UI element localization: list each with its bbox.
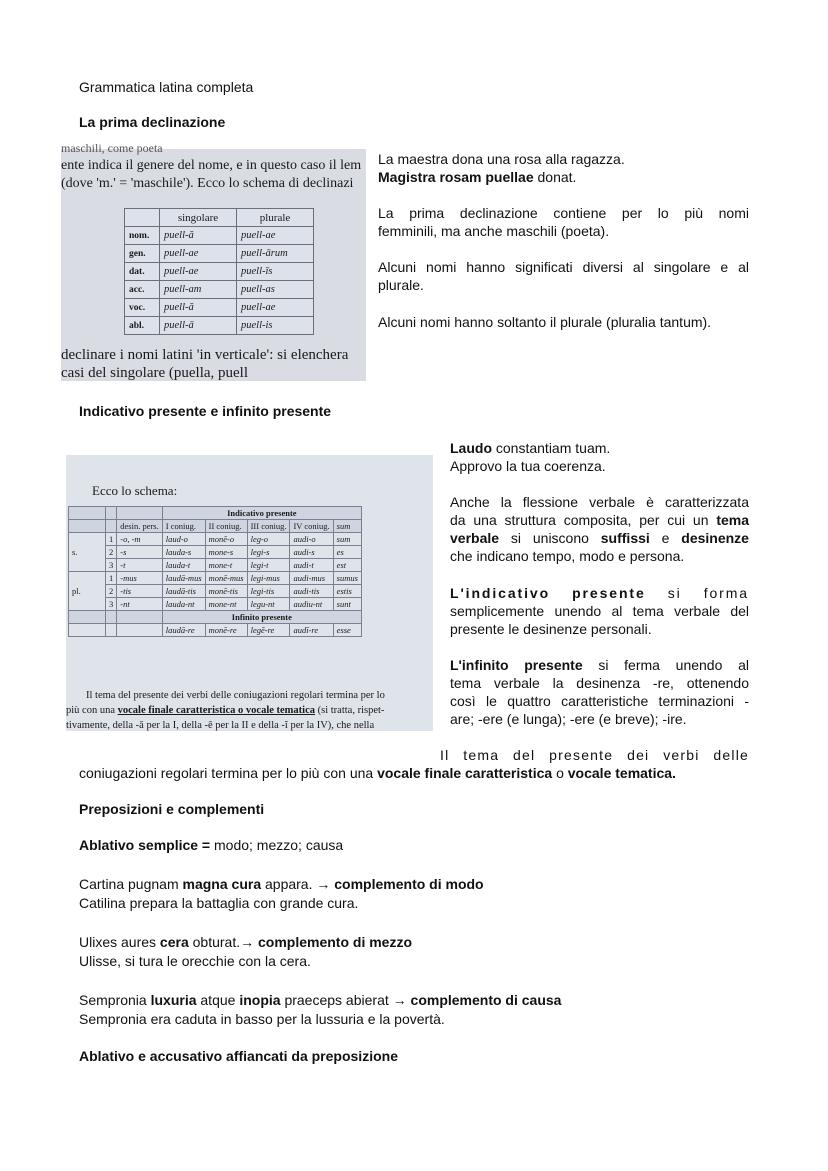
paragraph-line: Il tema del presente dei verbi delle <box>440 747 749 763</box>
table-row: s. 1 -o, -m laud-o monĕ-o leg-o audi-o sum <box>69 533 362 546</box>
table-row: nom. puell-ă puell-ae <box>125 227 314 245</box>
paragraph-line: semplicemente unendo al tema verbale del <box>450 603 749 619</box>
example-italian: Catilina prepara la battaglia con grande cura. <box>79 895 359 911</box>
photo-text-line: Ecco lo schema: <box>92 483 178 498</box>
example-italian: Ulisse, si tura le orecchie con la cera. <box>79 953 311 969</box>
example-latin: Cartina pugnam magna cura appara. → complemento di modo <box>79 876 484 892</box>
section-heading-ablativo-accusativo: Ablativo e accusativo affiancati da preposizione <box>79 1048 398 1064</box>
photo-text-line: maschili, come poeta <box>61 141 163 155</box>
document-title: Grammatica latina completa <box>79 79 254 95</box>
table-row: 3 -nt lauda-nt mone-nt legu-nt audiu-nt sunt <box>69 598 362 611</box>
example-italian: Approvo la tua coerenza. <box>450 458 606 474</box>
table-row: 3 -t lauda-t mone-t legi-t audi-t est <box>69 559 362 572</box>
declension-table <box>124 208 314 335</box>
paragraph-line: da una struttura composita, per cui un tema <box>450 512 749 528</box>
paragraph-line: così le quattro caratteristiche terminazioni - <box>450 693 749 709</box>
column-header: sum <box>333 520 361 533</box>
column-header: desin. pers. <box>117 520 162 533</box>
table-row: 2 -tis laudā-tis monē-tis legi-tis audi-tis estis <box>69 585 362 598</box>
paragraph-line: presente le desinenze personali. <box>450 621 652 637</box>
paragraph-line: verbale si uniscono suffissi e desinenze <box>450 530 749 546</box>
table-row: abl. puell-ā puell-is <box>125 317 314 335</box>
photo-text-line: declinare i nomi latini 'in verticale': si elenchera <box>61 347 349 363</box>
photo-text-line: casi del singolare (puella, puell <box>61 365 249 381</box>
example-latin: Sempronia luxuria atque inopia praeceps abierat → complemento di causa <box>79 992 562 1008</box>
conjugation-table <box>68 506 362 637</box>
table-row: gen. puell-ae puell-ārum <box>125 245 314 263</box>
table-row: 2 -s lauda-s mone-s legi-s audi-s es <box>69 546 362 559</box>
row-group-label: s. <box>69 533 106 572</box>
paragraph-line: La prima declinazione contiene per lo più nomi <box>378 205 749 221</box>
table-row: laudā-re monē-re legĕ-re audī-re esse <box>69 624 362 637</box>
column-header: II coniug. <box>205 520 247 533</box>
table-title: Infinito presente <box>162 611 361 624</box>
paragraph-line: femminili, ma anche maschili (poeta). <box>378 223 610 239</box>
photo-text-line: tivamente, della -ā per la I, della -ē per la II e della -ĭ per la IV), che nella <box>66 720 375 731</box>
ablativo-semplice-line: Ablativo semplice = modo; mezzo; causa <box>79 837 344 853</box>
table-row: voc. puell-ă puell-ae <box>125 299 314 317</box>
column-header-plurale: plurale <box>237 209 314 227</box>
photo-text-line: (dove 'm.' = 'maschile'). Ecco lo schema di declinazi <box>61 176 354 191</box>
example-latin: Ulixes aures cera obturat.→ complemento di mezzo <box>79 934 413 950</box>
row-group-label: pl. <box>69 572 106 611</box>
column-header: I coniug. <box>162 520 205 533</box>
column-header: IV coniug. <box>290 520 333 533</box>
column-header: III coniug. <box>247 520 290 533</box>
paragraph-line: coniugazioni regolari termina per lo più con una vocale finale caratteristica o vocale tematica. <box>79 765 676 781</box>
paragraph-line: L'indicativo presente si forma <box>450 585 749 601</box>
paragraph-line: Anche la flessione verbale è caratterizzata <box>450 494 749 510</box>
paragraph-line: plurale. <box>378 277 424 293</box>
photo-text-line: ente indica il genere del nome, e in questo caso il lem <box>61 158 362 173</box>
photo-text-line: Il tema del presente dei verbi delle coniugazioni regolari termina per lo <box>86 690 385 701</box>
example-latin: Laudo constantiam tuam. <box>450 440 611 456</box>
paragraph-line: L'infinito presente si ferma unendo al <box>450 657 749 673</box>
paragraph-line: tema verbale la desinenza -re, ottenendo <box>450 675 749 691</box>
table-row: pl. 1 -mus laudā-mus monē-mus legi-mus audi-mus sumus <box>69 572 362 585</box>
section-heading-preposizioni: Preposizioni e complementi <box>79 801 265 817</box>
example-italian: La maestra dona una rosa alla ragazza. <box>378 151 625 167</box>
section-heading-indicativo: Indicativo presente e infinito presente <box>79 403 332 419</box>
example-italian: Sempronia era caduta in basso per la lussuria e la povertà. <box>79 1011 445 1027</box>
paragraph-line: che indicano tempo, modo e persona. <box>450 548 685 564</box>
photo-text-line: più con una vocale finale caratteristica o vocale tematica (si tratta, rispet- <box>66 705 385 716</box>
table-row: acc. puell-am puell-as <box>125 281 314 299</box>
paragraph-line: are; -ere (e lunga); -ere (e breve); -ire. <box>450 711 687 727</box>
column-header-singolare: singolare <box>160 209 237 227</box>
table-row: dat. puell-ae puell-īs <box>125 263 314 281</box>
conjugation-table-photo <box>66 455 433 731</box>
section-heading-prima-declinazione: La prima declinazione <box>79 114 226 130</box>
declension-table-photo <box>61 141 366 381</box>
paragraph-line: Alcuni nomi hanno significati diversi al singolare e al <box>378 259 749 275</box>
table-title: Indicativo presente <box>162 507 361 520</box>
paragraph-line: Alcuni nomi hanno soltanto il plurale (pluralia tantum). <box>378 314 712 330</box>
example-latin: Magistra rosam puellae donat. <box>378 169 577 185</box>
